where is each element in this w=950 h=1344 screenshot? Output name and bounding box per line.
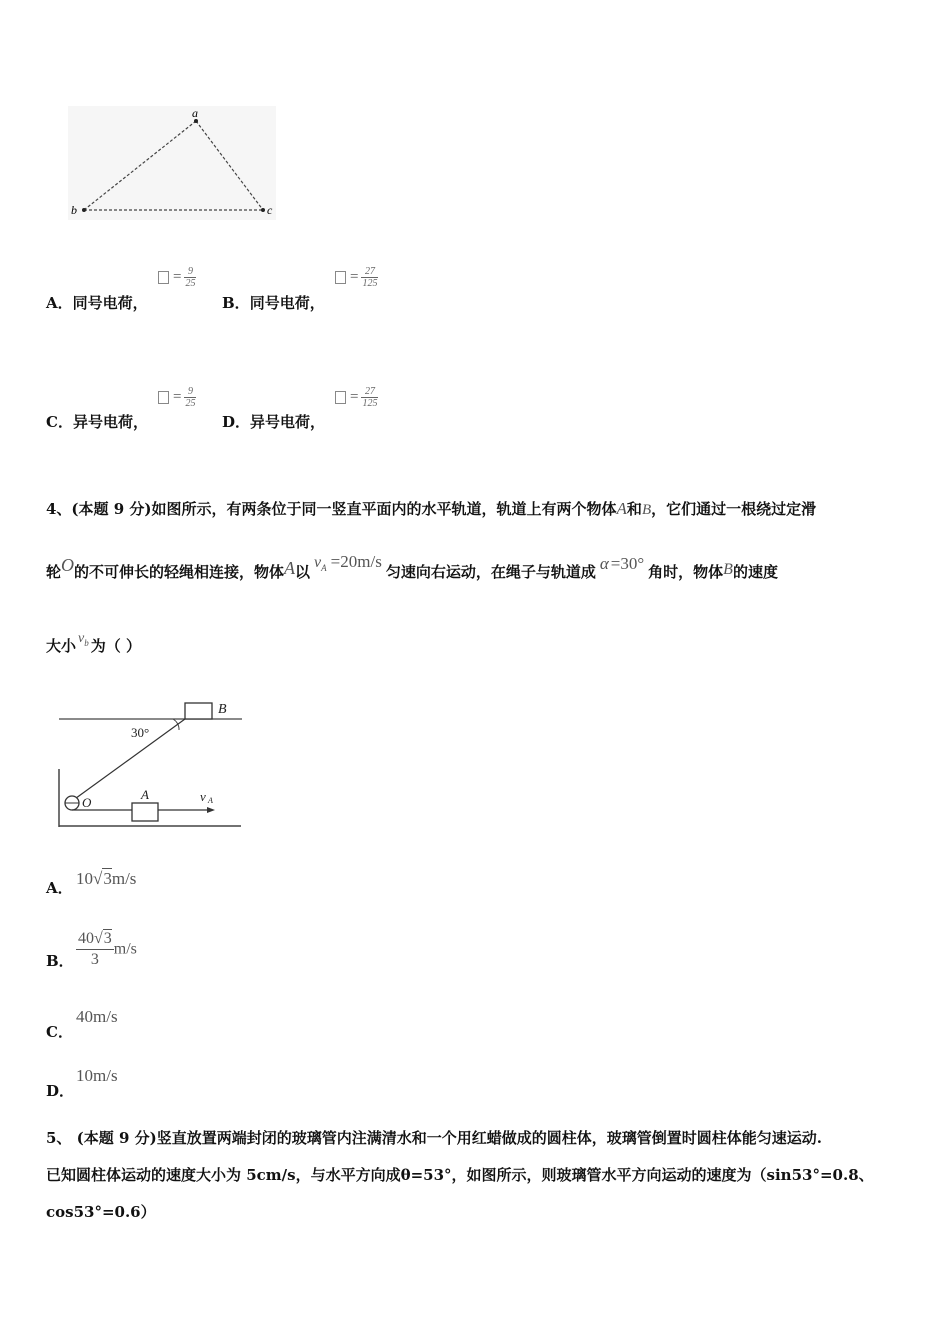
q4-line-2: 轮O的不可伸长的轻绳相连接，物体A以$v_A =20m/s$匀速向右运动，在绳子与轨道成 α =30° 角时，物体B的速度: [46, 552, 778, 581]
q5-line-2: 已知圆柱体运动的速度大小为 5cm/s，与水平方向成θ=53°，如图所示，则玻璃管水平方向运动的速度为（sin53°=0.8、: [46, 1166, 874, 1184]
q3-option-c[interactable]: [46, 412, 148, 432]
figure-label-o: O: [82, 795, 92, 810]
option-text: 同号电荷，: [249, 294, 325, 312]
q5-line-3: cos53°=0.6）: [46, 1203, 156, 1221]
q3-option-b-formula: = $\frac{27}{125}$: [335, 266, 378, 289]
q4-option-c-value: 40m/s: [76, 1007, 118, 1026]
label-c: c: [267, 203, 273, 217]
pulley-figure: [55, 695, 245, 830]
option-letter: B．: [222, 294, 250, 312]
q4-line-3: 大小 $v_b$ 为（ ）: [46, 631, 141, 655]
q4-option-b-value: $\frac{40√3}{3}$ m/s: [78, 930, 137, 968]
option-letter: C．: [46, 413, 73, 431]
figure-label-v: v: [200, 789, 206, 804]
placeholder-box-icon: [158, 271, 169, 284]
option-text: 异号电荷，: [72, 413, 148, 431]
option-letter: D．: [222, 413, 251, 431]
option-letter: A．: [46, 294, 73, 312]
q4-option-b[interactable]: B．: [46, 952, 74, 970]
figure-label-b: B: [218, 702, 227, 717]
figure-label-a: A: [141, 787, 149, 802]
label-b: b: [71, 203, 77, 217]
placeholder-box-icon: [335, 271, 346, 284]
q4-option-d-value: 10m/s: [76, 1066, 118, 1085]
q4-option-a[interactable]: A．: [46, 879, 73, 897]
q4-option-a-value: 10√3m/s: [76, 869, 137, 888]
option-text: 异号电荷，: [250, 413, 326, 431]
q4-option-c[interactable]: C．: [46, 1023, 73, 1041]
q4-line-1: 4、(本题 9 分)如图所示，有两条位于同一竖直平面内的水平轨道，轨道上有两个物体A和B，它们通过一根绕过定滑: [46, 499, 817, 518]
figure-label-angle: 30°: [131, 725, 150, 740]
q3-option-d-formula: = $\frac{27}{125}$: [335, 386, 378, 409]
q4-option-d[interactable]: D．: [46, 1082, 75, 1100]
triangle-figure: [66, 104, 278, 222]
figure-label-v-sub: A: [208, 796, 213, 805]
placeholder-box-icon: [158, 391, 169, 404]
q5-line-1: 5、 (本题 9 分)竖直放置两端封闭的玻璃管内注满清水和一个用红蜡做成的圆柱体，玻璃管倒置时圆柱体能匀速运动.: [46, 1129, 822, 1147]
q3-option-b[interactable]: [222, 293, 325, 313]
q3-option-d[interactable]: [222, 412, 325, 432]
q3-option-a[interactable]: [46, 293, 148, 313]
placeholder-box-icon: [335, 391, 346, 404]
option-text: 同号电荷，: [72, 294, 148, 312]
label-a: a: [192, 106, 198, 120]
q3-option-c-formula: = $\frac{9}{25}$: [158, 386, 196, 409]
q3-option-a-formula: = $\frac{9}{25}$: [158, 266, 196, 289]
